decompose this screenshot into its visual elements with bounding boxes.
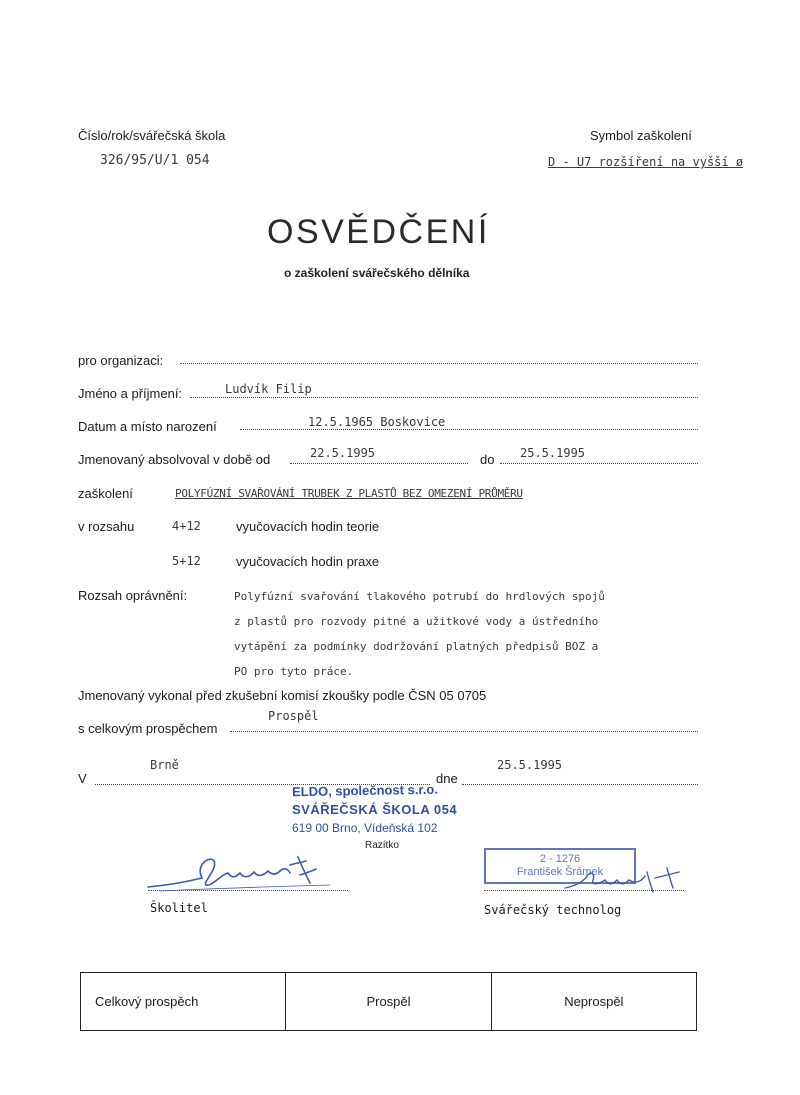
birth-value: 12.5.1965 Boskovice: [308, 415, 446, 429]
training-value: POLYFÚZNÍ SVAŘOVÁNÍ TRUBEK Z PLASTŮ BEZ OMEZENÍ PRŮMĚRU: [175, 487, 523, 500]
name-label: Jméno a příjmení:: [78, 386, 183, 401]
practice-hours: 5+12: [172, 554, 201, 568]
stamp-address: 619 00 Brno, Vídeňská 102: [292, 821, 438, 835]
birth-label: Datum a místo narození: [78, 419, 217, 434]
date-value: 25.5.1995: [497, 758, 563, 772]
right-signature-icon: [555, 860, 695, 900]
authorization-label: Rozsah oprávnění:: [78, 588, 188, 603]
period-to-label: do: [480, 452, 495, 467]
period-to-line: [500, 463, 698, 464]
result-table: [80, 972, 697, 1031]
registration-label: Číslo/rok/svářečská škola: [78, 128, 226, 143]
stamp-school: SVÁŘEČSKÁ ŠKOLA 054: [292, 802, 458, 817]
left-signature-icon: [140, 845, 350, 900]
period-label: Jmenovaný absolvoval v době od: [78, 452, 271, 467]
organization-label: pro organizaci:: [78, 353, 164, 368]
symbol-value: D - U7 rozšíření na vyšší ø: [548, 155, 744, 169]
stamp-razitko-label: Razítko: [365, 840, 399, 851]
theory-text: vyučovacích hodin teorie: [236, 519, 380, 534]
result-cell-failed: Neprospěl: [491, 973, 696, 1031]
right-signature-line: [484, 890, 684, 891]
result-cell-overall: Celkový prospěch: [81, 973, 286, 1031]
period-from-line: [290, 463, 468, 464]
organization-line: [180, 363, 698, 364]
scope-label: v rozsahu: [78, 519, 135, 534]
result-cell-passed: Prospěl: [286, 973, 491, 1031]
registration-value: 326/95/U/1 054: [100, 153, 210, 168]
birth-line: [240, 429, 698, 430]
technologist-role: Svářečský technolog: [484, 903, 622, 917]
result-table-row: [81, 973, 697, 1031]
overall-line: [230, 731, 698, 732]
document-subtitle: o zaškolení svářečského dělníka: [284, 266, 470, 280]
date-line: [462, 784, 698, 785]
period-from-value: 22.5.1995: [310, 446, 376, 460]
authorization-line-3: vytápění za podmínky dodržování platných předpisů BOZ a: [234, 640, 599, 653]
exam-statement: Jmenovaný vykonal před zkušební komisí zkoušky podle ČSN 05 0705: [78, 688, 487, 703]
trainer-role: Školitel: [150, 901, 208, 915]
document-title: OSVĚDČENÍ: [267, 213, 490, 251]
name-value: Ludvík Filip: [225, 382, 312, 396]
place-value: Brně: [150, 758, 179, 772]
training-label: zaškolení: [78, 486, 133, 501]
overall-label: s celkovým prospěchem: [78, 721, 218, 736]
place-label: V: [78, 771, 87, 786]
seal-name: František Šrámek: [516, 866, 604, 878]
stamp-company: ELDO, společnost s.r.o.: [291, 781, 439, 800]
authorization-line-4: PO pro tyto práce.: [234, 665, 354, 678]
symbol-label: Symbol zaškolení: [590, 128, 692, 143]
period-to-value: 25.5.1995: [520, 446, 586, 460]
date-label: dne: [436, 771, 458, 786]
practice-text: vyučovacích hodin praxe: [236, 554, 380, 569]
theory-hours: 4+12: [172, 519, 201, 533]
overall-value: Prospěl: [268, 709, 319, 723]
left-signature-line: [148, 890, 348, 891]
name-line: [190, 397, 698, 398]
seal-number: 2 - 1276: [539, 853, 581, 865]
authorization-line-2: z plastů pro rozvody pitné a užitkové vody a ústředního: [234, 615, 599, 628]
authorization-line-1: Polyfúzní svařování tlakového potrubí do hrdlových spojů: [234, 590, 605, 603]
